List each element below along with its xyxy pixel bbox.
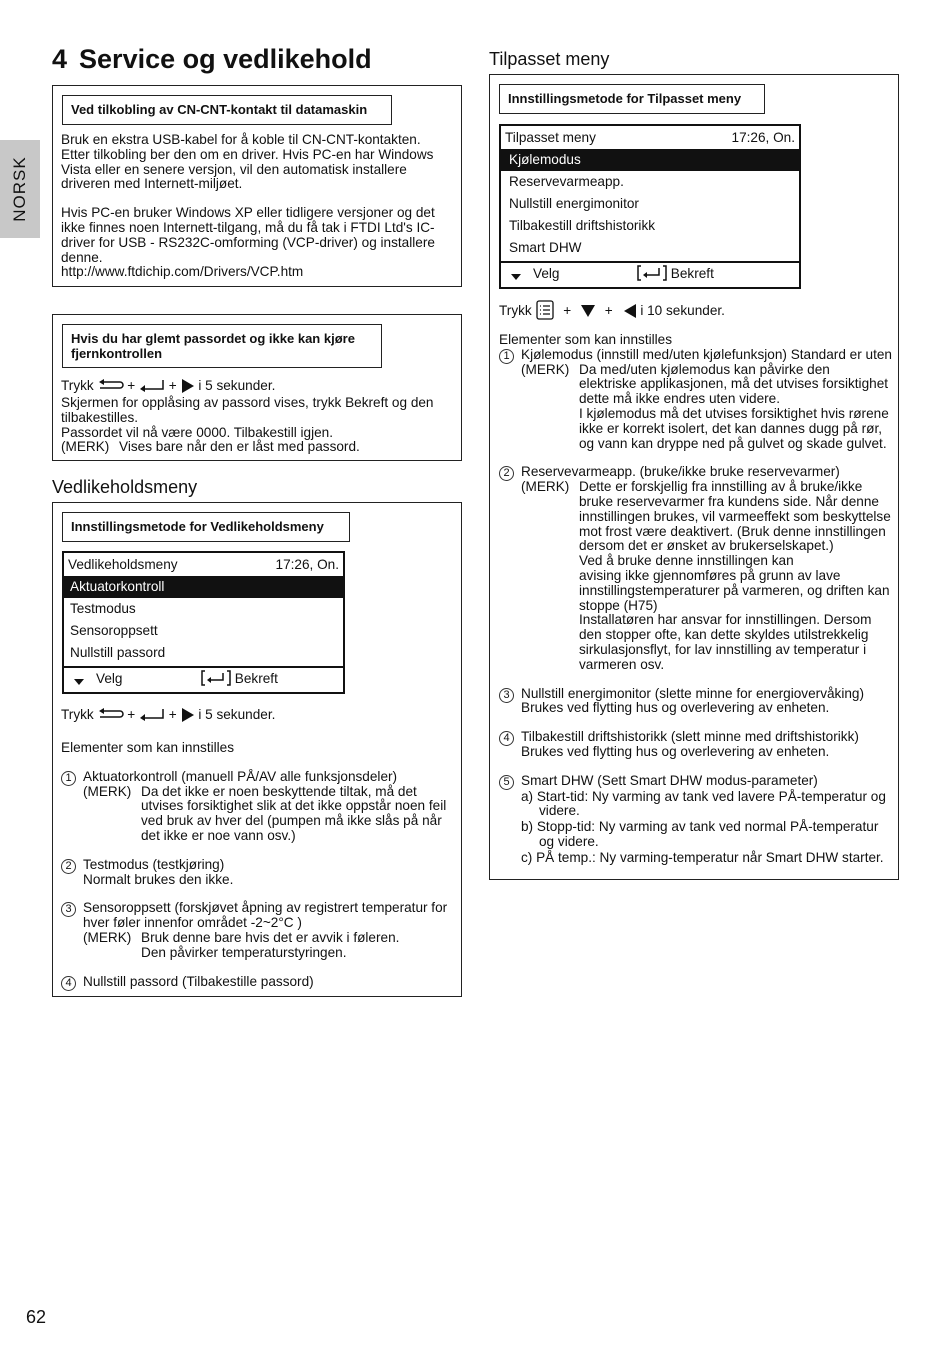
custom-heading: Tilpasset meny xyxy=(489,49,610,69)
item-title: Nullstill passord (Tilbakestille passord) xyxy=(83,973,314,989)
menu-title: Tilpasset meny xyxy=(505,130,596,145)
plus-sign: + xyxy=(563,303,572,318)
text-line: Bruk denne bare hvis det er avvik i føleren. xyxy=(141,929,400,945)
cn-cnt-box xyxy=(52,85,462,287)
text-line: driver for USB - RS232C-omforming (VCP-driver) og installere xyxy=(61,234,435,250)
menu-confirm xyxy=(637,263,714,285)
text-line: tilbakestilles. xyxy=(61,409,139,425)
item-number: 1 xyxy=(499,349,514,364)
down-arrow-icon xyxy=(74,679,84,687)
item-number: 3 xyxy=(61,902,76,917)
custom-item xyxy=(499,465,895,672)
text-line: Da med/uten kjølemodus kan påvirke den xyxy=(579,361,830,377)
text-line: Skjermen for opplåsing av passord vises, trykk Bekreft og den xyxy=(61,395,434,410)
text-line: hver føler innenfor området -2~2°C ) xyxy=(83,915,302,931)
section-title-text: Service og vedlikehold xyxy=(79,44,372,74)
seconds-text: i 10 sekunder. xyxy=(640,303,725,318)
settable-heading: Elementer som kan innstilles xyxy=(61,740,235,755)
item-title: Aktuatorkontroll (manuell PÅ/AV alle funksjonsdeler) xyxy=(83,768,398,784)
item-title: Reservevarmeapp. (bruke/ikke bruke reservevarmer) xyxy=(521,464,840,480)
plus-sign: + xyxy=(127,378,136,393)
maintenance-label: Innstillingsmetode for Vedlikeholdsmeny xyxy=(62,512,350,542)
item-number: 3 xyxy=(499,688,514,703)
merk-label: (MERK) xyxy=(521,361,570,377)
custom-menu-screen xyxy=(499,124,801,289)
right-arrow-icon xyxy=(181,379,195,393)
maintenance-key-combo xyxy=(61,708,275,723)
menu-item-sensoroppsett[interactable]: Sensoroppsett xyxy=(70,623,158,638)
password-label-line: fjernkontrollen xyxy=(71,346,163,361)
section-title xyxy=(52,44,372,75)
item-title: Kjølemodus (innstill med/uten kjølefunksjon) Standard er uten xyxy=(521,346,892,362)
text-line: mot frost være deaktivert. (Bruk denne innstillingen xyxy=(579,523,886,539)
text-line: utvises forsiktighet slik at det ikke oppstår noen feil xyxy=(141,798,447,814)
text-line: og videre. xyxy=(539,833,599,849)
text-line: denne. xyxy=(61,249,103,265)
item-number: 4 xyxy=(61,976,76,991)
merk-block xyxy=(521,363,895,452)
language-tab-label: NORSK xyxy=(10,156,29,222)
seconds-text: i 5 sekunder. xyxy=(198,378,276,393)
menu-header xyxy=(501,126,799,149)
menu-list-icon xyxy=(536,300,554,320)
text-line: avising ikke gjennomføres på grunn av lave xyxy=(579,567,841,583)
maintenance-item xyxy=(61,975,457,990)
menu-item-reservevarmeapp[interactable]: Reservevarmeapp. xyxy=(509,174,624,189)
item-number: 2 xyxy=(61,859,76,874)
custom-key-combo xyxy=(499,300,725,320)
enter-icon xyxy=(139,708,165,722)
plus-sign: + xyxy=(168,378,177,393)
text-line: Passordet vil nå være 0000. Tilbakestill igjen. xyxy=(61,424,334,440)
text-line: ved bruk av hver del (pumpen må ikke slås på når xyxy=(141,813,442,829)
return-icon xyxy=(98,708,124,722)
menu-header xyxy=(64,553,343,576)
menu-footer xyxy=(64,666,343,692)
menu-footer xyxy=(501,261,799,287)
merk-label: (MERK) xyxy=(521,479,570,495)
select-label: Velg xyxy=(96,671,123,686)
merk-label: (MERK) xyxy=(61,439,110,455)
cn-cnt-label: Ved tilkobling av CN-CNT-kontakt til datamaskin xyxy=(62,95,392,125)
text-line: Den påvirker temperaturstyringen. xyxy=(141,944,347,960)
text-line: og vann kan dryppe ned på gulvet og skade gulvet. xyxy=(579,435,887,451)
item-number: 5 xyxy=(499,775,514,790)
text-line: Etter tilkobling ber den om en driver. Hvis PC-en har Windows xyxy=(61,146,434,162)
text-line: ikke er korrekt isolert, det kan dannes dugg på rør, xyxy=(579,420,882,436)
section-number: 4 xyxy=(52,44,68,74)
menu-item-aktuatorkontroll[interactable]: Aktuatorkontroll xyxy=(64,576,343,598)
password-text xyxy=(61,396,457,455)
text-line: dette må ikke endres uten videre. xyxy=(579,391,780,407)
custom-item xyxy=(499,348,895,452)
password-key-combo xyxy=(61,379,275,394)
text-line: b) Stopp-tid: Ny varming av tank ved normal PÅ-temperatur xyxy=(521,819,879,835)
text-line: Installatøren har ansvar for innstillingen. Dersom xyxy=(579,612,872,628)
page-number: 62 xyxy=(26,1307,47,1327)
text-line: Vista eller en senere versjon, vil den automatisk installere xyxy=(61,161,407,177)
text-line: ikke finnes noen Internett-tilgang, må du få tak i FTDI Ltd's IC- xyxy=(61,219,435,235)
menu-select xyxy=(74,668,122,690)
return-icon xyxy=(98,379,124,393)
menu-select xyxy=(511,263,559,285)
menu-time: 17:26, On. xyxy=(731,130,795,145)
plus-sign: + xyxy=(168,707,177,722)
text-line: innstillingen brukes, vil varmeeffekt som beskyttelse xyxy=(579,508,891,524)
item-number: 1 xyxy=(61,771,76,786)
menu-time: 17:26, On. xyxy=(275,557,339,572)
left-arrow-icon xyxy=(623,304,637,318)
custom-label: Innstillingsmetode for Tilpasset meny xyxy=(499,84,765,114)
text-line: Bruk en ekstra USB-kabel for å koble til CN-CNT-kontakten. xyxy=(61,132,421,147)
url-text: http://www.ftdichip.com/Drivers/VCP.htm xyxy=(61,264,304,280)
merk-label: (MERK) xyxy=(83,929,132,945)
custom-settable-list xyxy=(499,333,895,866)
text-line: sirkulasjonsflyt, for lav innstilling av temperatur i xyxy=(579,641,867,657)
item-title: Smart DHW (Sett Smart DHW modus-parameter) xyxy=(521,772,818,788)
text-line: bruke reservevarmer fra kundens side. Når denne xyxy=(579,493,879,509)
merk-block xyxy=(521,480,895,672)
merk-block xyxy=(83,785,457,844)
text-line: elektriske applikasjonen, må det utvises forsiktighet xyxy=(579,376,889,392)
text-line: videre. xyxy=(539,803,580,819)
custom-item xyxy=(499,730,895,760)
language-tab xyxy=(0,140,40,238)
text-line: Dette er forskjellig fra innstilling av å bruke/ikke xyxy=(579,479,863,495)
press-text: Trykk xyxy=(61,378,94,393)
maintenance-heading: Vedlikeholdsmeny xyxy=(52,477,198,497)
text-line: Da det ikke er noen beskyttende tiltak, må det xyxy=(141,783,417,799)
select-label: Velg xyxy=(533,266,560,281)
press-text: Trykk xyxy=(499,303,532,318)
password-box xyxy=(52,314,462,461)
item-title: Sensoroppsett (forskjøvet åpning av registrert temperatur for xyxy=(83,900,448,916)
item-title: Nullstill energimonitor (slette minne for energiovervåking) xyxy=(521,685,865,701)
enter-bracket-icon xyxy=(637,265,667,281)
text-line: driveren med Internett-miljøet. xyxy=(61,176,243,192)
maintenance-settable-list xyxy=(61,741,457,989)
item-number: 4 xyxy=(499,731,514,746)
custom-item xyxy=(499,687,895,717)
password-label-line: Hvis du har glemt passordet og ikke kan kjøre xyxy=(71,331,355,346)
menu-item-nullstill-energimonitor[interactable]: Nullstill energimonitor xyxy=(509,196,639,211)
item-title: Testmodus (testkjøring) xyxy=(83,856,225,872)
enter-bracket-icon xyxy=(201,670,231,686)
menu-item-testmodus[interactable]: Testmodus xyxy=(70,601,136,616)
down-triangle-icon xyxy=(581,304,595,318)
maintenance-item xyxy=(61,770,457,844)
text-line: Brukes ved flytting hus og overlevering av enheten. xyxy=(521,743,830,759)
text-line: Ved å bruke denne innstillingen kan xyxy=(579,553,794,569)
menu-item-tilbakestill-driftshistorikk[interactable]: Tilbakestill driftshistorikk xyxy=(509,218,656,233)
text-line: stoppe (H75) xyxy=(579,597,658,613)
down-arrow-icon xyxy=(511,274,521,282)
settable-heading: Elementer som kan innstilles xyxy=(499,332,673,347)
menu-title: Vedlikeholdsmeny xyxy=(68,557,178,572)
press-text: Trykk xyxy=(61,707,94,722)
merk-block xyxy=(83,931,457,961)
custom-box xyxy=(489,74,899,880)
text-line: det ikke er noe vann osv.) xyxy=(141,827,296,843)
password-label xyxy=(62,324,382,368)
text-line: Normalt brukes den ikke. xyxy=(83,871,234,887)
right-arrow-icon xyxy=(181,708,195,722)
maintenance-menu-screen xyxy=(62,551,345,694)
text-line: den stopper ofte, kan dette skyldes utilstrekkelig xyxy=(579,627,869,643)
seconds-text: i 5 sekunder. xyxy=(198,707,276,722)
text-line: Hvis PC-en bruker Windows XP eller tidligere versjoner og det xyxy=(61,205,435,221)
menu-item-nullstill-passord[interactable]: Nullstill passord xyxy=(70,645,166,660)
menu-item-smart-dhw[interactable]: Smart DHW xyxy=(509,240,582,255)
plus-sign: + xyxy=(604,303,613,318)
item-number: 2 xyxy=(499,466,514,481)
plus-sign: + xyxy=(127,707,136,722)
text-line: a) Start-tid: Ny varming av tank ved lavere PÅ-temperatur og xyxy=(521,788,886,804)
merk-label: (MERK) xyxy=(83,783,132,799)
custom-item xyxy=(499,774,895,866)
text-line: innstillingstemperaturer på varmeren, og driften kan xyxy=(579,582,890,598)
maintenance-item xyxy=(61,901,457,960)
maintenance-item xyxy=(61,858,457,888)
text-line: dersom det er ønsket av brukerselskapet.) xyxy=(579,538,834,554)
maintenance-box xyxy=(52,502,462,997)
confirm-label: Bekreft xyxy=(670,266,714,281)
text-line: I kjølemodus må det utvises forsiktighet hvis rørene xyxy=(579,405,889,421)
menu-item-kjolemodus[interactable]: Kjølemodus xyxy=(501,149,799,171)
enter-icon xyxy=(139,379,165,393)
item-title: Tilbakestill driftshistorikk (slett minne med driftshistorikk) xyxy=(521,729,859,745)
merk-text: Vises bare når den er låst med passord. xyxy=(119,439,360,455)
confirm-label: Bekreft xyxy=(234,671,278,686)
menu-confirm xyxy=(201,668,278,690)
text-line: c) PÅ temp.: Ny varming-temperatur når Smart DHW starter. xyxy=(521,849,884,865)
cn-cnt-text xyxy=(61,133,457,280)
text-line: Brukes ved flytting hus og overlevering av enheten. xyxy=(521,700,830,716)
text-line: varmeren osv. xyxy=(579,656,665,672)
